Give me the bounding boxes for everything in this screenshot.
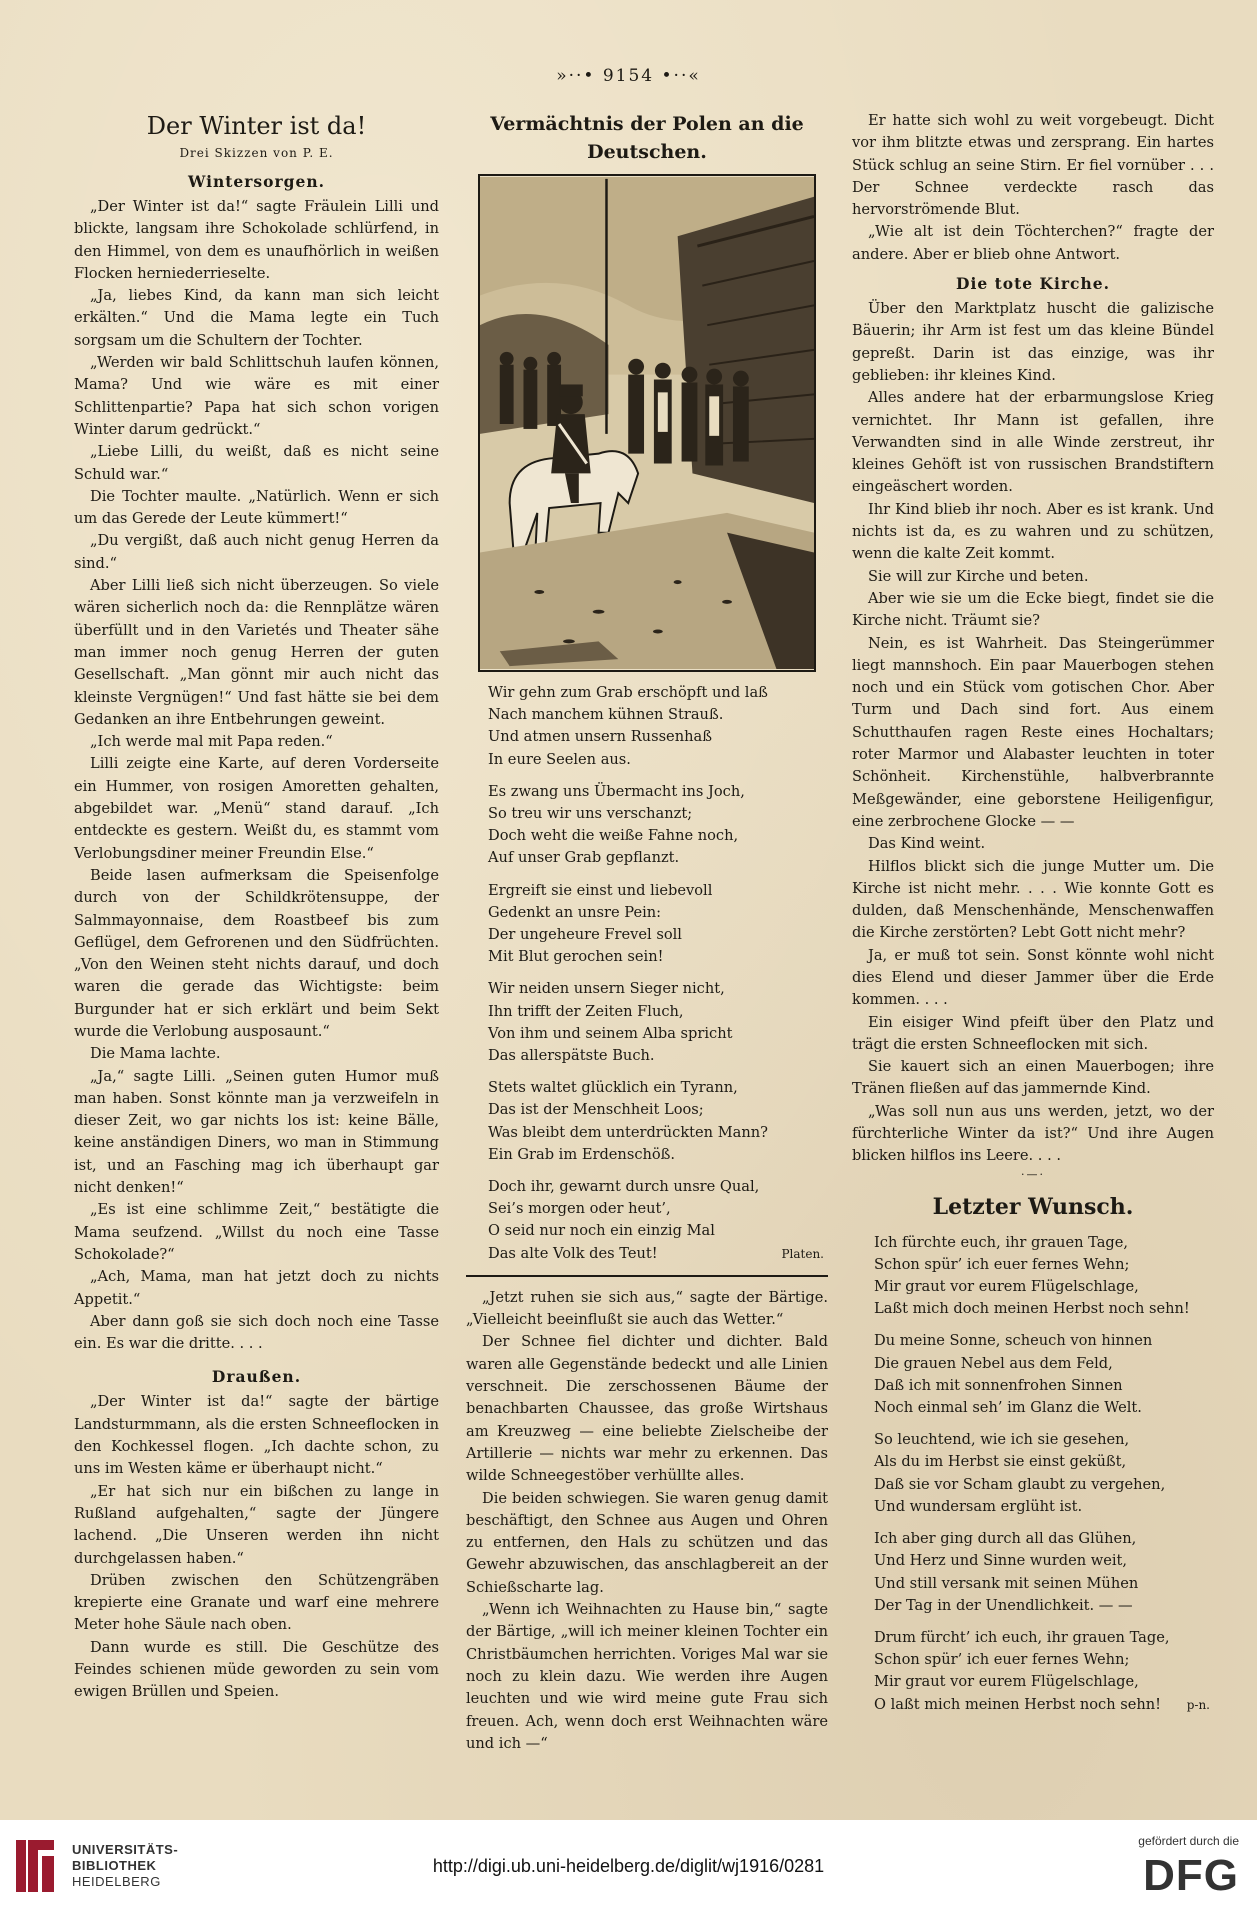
poem-line: Wir gehn zum Grab erschöpft und laß [488,684,768,701]
paragraph: Dann wurde es still. Die Geschütze des Feindes schienen müde geworden zu sein vom ewigen Brüllen und Speien. [74,1638,439,1701]
poem-line: Ergreift sie einst und liebevoll [488,881,713,899]
paragraph: Ihr Kind blieb ihr noch. Aber es ist krank. Und nichts ist da, es zu wahren und zu schützen, wenn die kalte Zeit kommt. [852,500,1214,563]
paragraph: Über den Marktplatz huscht die galizische Bäuerin; ihr Arm ist fest um das kleine Bündel gepreßt. Darin ist das einzige, was ihr geblieben: ihr kleines Kind. [852,300,1214,384]
poem-line: Schon spür’ ich euer fernes Wehn; [874,1651,1130,1669]
poem-line: Und still versank mit seinen Mühen [874,1574,1139,1592]
poem-line: Noch einmal seh’ im Glanz die Welt. [874,1399,1142,1417]
article-title: Der Winter ist da! [146,112,367,140]
paragraph: „Wenn ich Weihnachten zu Hause bin,“ sagte der Bärtige, „will ich meiner kleinen Tochter ein Christbäumchen herrichten. Voriges Mal war sie noch zu klein dazu. Wie werden ihre Augen leuchten und wie wird meine gute Frau sich freuen. Ach, wenn doch erst Weihnachten wäre und ich —“ [466,1601,828,1752]
paragraph: „Werden wir bald Schlittschuh laufen können, Mama? Und wie wäre es mit einer Schlittenpartie? Papa hat sich schon vorigen Winter darum gedrückt.“ [74,354,439,438]
section-heading: Wintersorgen. [187,172,326,191]
paragraph: Lilli zeigte eine Karte, auf deren Vorderseite ein Hummer, von rosigen Amoretten gehalten, abgebildet war. „Menü“ stand darauf. „Ich entdeckte es gestern. Weißt du, es stammt vom Verlobungsdiner meiner Freundin Else.“ [74,755,439,862]
poem-line: Das alte Volk des Teut! [488,1244,658,1262]
poem-line: Laßt mich doch meinen Herbst noch sehn! [874,1300,1190,1318]
paragraph: „Was soll nun aus uns werden, jetzt, wo der fürchterliche Winter da ist?“ Und ihre Augen blicken hilflos ins Leere. . . . [852,1102,1214,1165]
paragraph: Die Tochter maulte. „Natürlich. Wenn er sich um das Gerede der Leute kümmert!“ [74,487,439,528]
poem-line: Du meine Sonne, scheuch von hinnen [874,1332,1153,1350]
paragraph: „Ich werde mal mit Papa reden.“ [90,733,333,751]
poem-line: Der ungeheure Frevel soll [488,926,682,944]
paragraph: Aber wie sie um die Ecke biegt, findet sie die Kirche nicht. Träumt sie? [852,589,1214,630]
poem-line: Doch weht die weiße Fahne noch, [488,827,739,845]
paragraph: Hilflos blickt sich die junge Mutter um. Die Kirche ist nicht mehr. . . . Wie konnte Gott es dulden, daß Menschenhände, Menschenwaffen die Kirche zerstörten? Lebt Gott nicht mehr? [852,857,1214,942]
section-body [852,110,1214,266]
paragraph: Er hatte sich wohl zu weit vorgebeugt. Dicht vor ihm blitzte etwas und zersprang. Ein hartes Stück schlug an seine Stirn. Er fiel vornüber . . . Der Schnee verdeckte rasch das hervorströmende Blut. [852,112,1214,219]
poem-line: Das ist der Menschheit Loos; [488,1101,704,1119]
poem-line: Mir graut vor eurem Flügelschlage, [874,1673,1139,1691]
paragraph: „Ach, Mama, man hat jetzt doch zu nichts Appetit.“ [74,1268,439,1308]
poem-line: Und atmen unsern Russenhaß [488,728,712,746]
paragraph: Ja, er muß tot sein. Sonst könnte wohl nicht dies Elend und dieser Jammer über die Erde kommen. . . . [852,946,1214,1009]
paragraph: Sie kauert sich an einen Mauerbogen; ihre Tränen fließen auf das jammernde Kind. [852,1058,1214,1098]
poem-line: Das allerspätste Buch. [488,1047,655,1065]
poem-line: Daß ich mit sonnenfrohen Sinnen [874,1376,1123,1394]
paragraph: „Liebe Lilli, du weißt, daß es nicht seine Schuld war.“ [74,443,439,483]
poem-line: Stets waltet glücklich ein Tyrann, [488,1079,738,1097]
poem-line: Ich fürchte euch, ihr grauen Tage, [874,1233,1129,1251]
poem-line: Als du im Herbst sie einst geküßt, [874,1453,1127,1471]
poem-line: Drum fürcht’ ich euch, ihr grauen Tage, [874,1628,1170,1646]
poem-line: Ich aber ging durch all das Glühen, [874,1530,1137,1548]
section-body [852,298,1214,1168]
column-1 [74,110,439,1704]
stanza [488,978,828,1067]
institution-name: UNIVERSITÄTS- BIBLIOTHEK HEIDELBERG [72,1842,179,1889]
page-number: »··• 9154 •··« [556,66,701,86]
poem-author: p-n. [1186,1697,1210,1712]
paragraph: Der Schnee fiel dichter und dichter. Bald waren alle Gegenstände bedeckt und alle Linien verschneit. Die zerschossenen Bäume der benachbarten Chaussee, das große Wirtshaus am Kreuzweg — eine beliebte Zielscheibe der Artillerie — nichts war mehr zu erkennen. Das wilde Schneegestöber verhüllte alles. [466,1333,828,1485]
column-2 [466,110,828,1755]
ornament: ·—· [1021,1167,1045,1181]
poem-author: Platen. [781,1246,824,1261]
stanza [874,1330,1214,1419]
poem-line: Mir graut vor eurem Flügelschlage, [874,1278,1139,1296]
poem-title: Vermächtnis der Polen an die Deutschen. [490,113,804,163]
paragraph: Drüben zwischen den Schützengräben krepierte eine Granate und warf eine mehrere Meter hohe Säule nach oben. [74,1571,439,1634]
sponsor-label: gefördert durch die [1138,1834,1239,1848]
poem-line: Mit Blut gerochen sein! [488,948,664,966]
section-body [74,196,439,1355]
stanza [874,1232,1214,1321]
paragraph: „Der Winter ist da!“ sagte der bärtige Landsturmmann, als die ersten Schneeflocken in den Kochkessel flogen. „Ich dachte schon, zu uns im Westen käme er überhaupt nicht.“ [74,1393,439,1478]
dfg-logo-icon: DFG [1143,1851,1239,1900]
paragraph: „Ja,“ sagte Lilli. „Seinen guten Humor muß man haben. Sonst könnte man ja verzweifeln in dieser Zeit, wo gar nichts los ist: keine Bälle, keine anständigen Diners, wo man in Stimmung ist, und an Fasching mag ich überhaupt gar nicht denken!“ [74,1067,439,1197]
poem-line: So treu wir uns verschanzt; [488,805,693,823]
paragraph: Sie will zur Kirche und beten. [868,567,1089,585]
paragraph: Nein, es ist Wahrheit. Das Steingerümmer liegt mannshoch. Ein paar Mauerbogen stehen noch und ein Stück vom gotischen Chor. Aber Turm und Dach sind fort. Aus einem Schutthaufen ragen Reste eines Hochaltars; roter Marmor und Alabaster leuchten in toter Schönheit. Kirchenstühle, halbverbrannte Meßgewänder, eine geborstene Heiligenfigur, eine zerbrochene Glocke — — [852,634,1214,830]
paragraph: Das Kind weint. [868,835,986,853]
divider [466,1275,828,1277]
paragraph: Aber dann goß sie sich doch noch eine Tasse ein. Es war die dritte. . . . [74,1312,439,1353]
stanza [488,880,828,969]
poem-line: Was bleibt dem unterdrückten Mann? [488,1123,768,1141]
section-body [466,1287,828,1755]
paragraph: „Wie alt ist dein Töchterchen?“ fragte der andere. Aber er blieb ohne Antwort. [852,223,1214,263]
paragraph: „Er hat sich nur ein bißchen zu lange in Rußland aufgehalten,“ sagte der Jüngere lachend. „Die Unseren werden ihn nicht durchgelassen haben.“ [74,1482,439,1567]
section-heading: Draußen. [211,1367,302,1387]
poem-line: Wir neiden unsern Sieger nicht, [488,980,725,998]
paragraph: Alles andere hat der erbarmungslose Krieg vernichtet. Ihr Mann ist gefallen, ihre Verwandten sind in alle Winde zerstreut, ihr kleines Gehöft ist von russischen Brandstiftern eingeäschert worden. [852,389,1214,496]
paragraph: Beide lasen aufmerksam die Speisenfolge durch von der Schildkrötensuppe, der Salmmayonnaise, dem Roastbeef bis zum Geflügel, dem Gefrorenen und den Südfrüchten. „Von den Weinen steht nichts darauf, und doch waren die gerade das Wichtigste: beim Burgunder hat er sich erklärt und beim Sekt wurde die Verlobung ausposaunt.“ [74,866,439,1040]
byline: Drei Skizzen von P. E. [179,146,334,160]
poem [852,1232,1214,1716]
paragraph: Die beiden schwiegen. Sie waren genug damit beschäftigt, den Schnee aus Augen und Ohren zu entfernen, den Hals zu schützen und das Gewehr abzuwischen, das anschlagbereit an der Schießscharte lag. [466,1489,828,1596]
section-heading: Die tote Kirche. [956,274,1110,294]
column-3 [852,110,1214,1714]
engraving-soldiers-on-horseback-icon [478,174,816,672]
paragraph: Ein eisiger Wind pfeift über den Platz und trägt die ersten Schneeflocken mit sich. [852,1013,1214,1053]
stanza [874,1429,1214,1518]
paragraph: „Ja, liebes Kind, da kann man sich leicht erkälten.“ Und die Mama legte ein Tuch sorgsam um die Schultern der Tochter. [74,287,439,349]
source-url-link[interactable]: http://digi.ub.uni-heidelberg.de/diglit/wj1916/0281 [432,1856,825,1876]
footer-bar [0,1820,1257,1914]
paragraph: „Der Winter ist da!“ sagte Fräulein Lilli und blickte, langsam ihre Schokolade schlürfend, in den Himmel, von dem es unaufhörlich in weißen Flocken herniederrieselte. [74,198,439,282]
poem-line: O laßt mich meinen Herbst noch sehn! [874,1695,1162,1713]
poem-line: Sei’s morgen oder heut’, [488,1200,671,1218]
poem-line: Nach manchem kühnen Strauß. [488,706,724,724]
paragraph: Die Mama lachte. [90,1045,221,1063]
poem-line: Der Tag in der Unendlichkeit. — — [874,1596,1133,1614]
poem-line: Gedenkt an unsre Pein: [488,903,662,921]
poem-line: Es zwang uns Übermacht ins Joch, [488,782,745,800]
poem-line: Die grauen Nebel aus dem Feld, [874,1354,1113,1372]
section-body [74,1391,439,1703]
poem-line: Doch ihr, gewarnt durch unsre Qual, [488,1178,760,1196]
stanza [488,781,828,870]
poem-title: Letzter Wunsch. [932,1193,1134,1220]
poem-line: In eure Seelen aus. [488,750,631,768]
poem-line: So leuchtend, wie ich sie gesehen, [874,1431,1130,1449]
paragraph: „Du vergißt, daß auch nicht genug Herren da sind.“ [74,532,439,572]
poem-line: Und Herz und Sinne wurden weit, [874,1552,1128,1570]
stanza [488,682,828,771]
poem-line: Ihn trifft der Zeiten Fluch, [488,1002,684,1020]
stanza [874,1528,1214,1617]
stanza [488,1077,828,1166]
poem-line: Und wundersam erglüht ist. [874,1497,1083,1515]
paragraph: Aber Lilli ließ sich nicht überzeugen. So viele wären sicherlich noch da: die Rennplätze wären überfüllt und in den Varietés und Theater sähe man immer noch genug Herren der guten Gesellschaft. „Man gönnt mir auch nicht das kleinste Vergnügen!“ Und fast hätte sie bei dem Gedanken an ihre Entbehrungen geweint. [74,577,439,728]
poem-line: Daß sie vor Scham glaubt zu vergehen, [874,1475,1166,1493]
poem-line: O seid nur noch ein einzig Mal [488,1222,715,1240]
poem [466,682,828,1265]
poem-line: Schon spür’ ich euer fernes Wehn; [874,1255,1130,1273]
poem-line: Von ihm und seinem Alba spricht [488,1024,733,1042]
paragraph: „Jetzt ruhen sie sich aus,“ sagte der Bärtige. „Vielleicht beeinflußt sie auch das Wetter.“ [466,1288,828,1329]
paragraph: „Es ist eine schlimme Zeit,“ bestätigte die Mama seufzend. „Willst du noch eine Tasse Schokolade?“ [74,1201,439,1263]
poem-line: Ein Grab im Erdenschöß. [488,1145,676,1163]
poem-line: Auf unser Grab gepflanzt. [488,849,680,867]
